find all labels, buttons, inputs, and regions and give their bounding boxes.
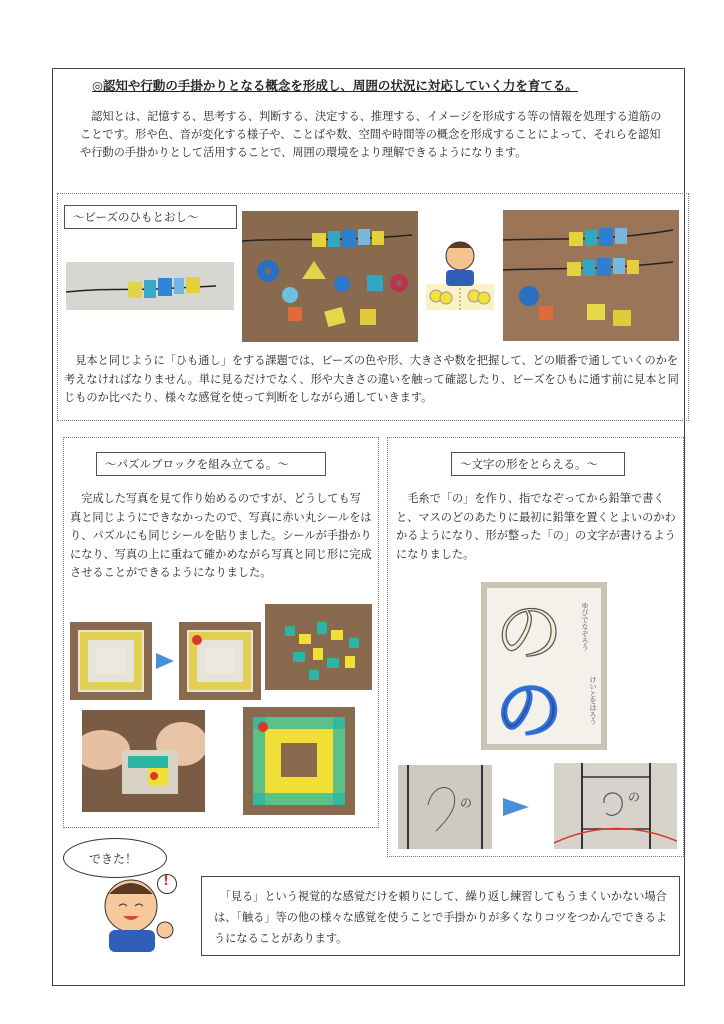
side-note-1: ゆびでなぞろう [581,602,589,651]
child-at-table-illustration [422,238,498,310]
small-printed-char: の [460,796,473,810]
speech-bubble-text: できた！ [89,852,138,866]
yarn-letter-card-photo [481,582,607,750]
hands-assembling-photo [82,710,205,812]
puzzle-photo-with-sticker [70,622,152,700]
small-printed-char-2: の [628,790,641,804]
puzzle-label: ～パズルブロックを組み立てる。～ [96,452,326,476]
hands-drawing [82,710,205,812]
beads-paragraph: 見本と同じように「ひも通し」をする課題では、ビーズの色や形、大きさや数を把握して、どの順番で通していくのかを考えなければなりません。単に見るだけでなく、形や大きさの違いを触って確認したり、ビーズをひもに通す前に見本と同じものか比べたり、様々な感覚を使って判断をしながら通していきます。 [64,354,679,404]
arrow-right-icon [156,653,174,669]
puzzle-pieces-drawing [265,604,372,690]
first-attempt-drawing [398,765,492,849]
big-outline-char: の [495,594,564,673]
yarn-char: の [495,672,564,750]
improved-attempt-photo [554,763,677,849]
beads-sample-drawing [66,262,234,310]
exclamation-mark: ! [163,874,169,889]
letter-paragraph: 毛糸で「の」を作り、指でなぞってから鉛筆で書くと、マスのどのあたりに最初に鉛筆を置くとよいのかわかるようになり、形が整った「の」の文字が書けるようになりました。 [396,492,676,561]
arrow-right-icon-2 [503,798,529,816]
puzzle-sheet-drawing [70,622,152,700]
yarn-letter-drawing [481,582,607,750]
side-note-2: けいとをはろう [589,676,597,725]
puzzle-paragraph: 完成した写真を見て作り始めるのですが、どうしても写真と同じようにできなかったので、写真に赤い丸シールをはり、パズルにも同じシールを貼りました。シールが手掛かりになり、写真の上に重ねて確かめながら写真と同じ形に完成させることができるようになりました。 [70,492,372,579]
first-attempt-photo [398,765,492,849]
puzzle-photo-sticker-applied [179,622,261,700]
completed-puzzle-photo [243,707,355,815]
puzzle-sticker-drawing [179,622,261,700]
child-drawing [422,238,498,310]
completed-puzzle-drawing [243,707,355,815]
beads-sample-photo [66,262,234,310]
beads-result-drawing [503,210,679,341]
beads-label: ～ビーズのひもとおし～ [64,205,237,229]
beads-materials-drawing [242,211,418,342]
intro-paragraph: 認知とは、記憶する、思考する、判断する、決定する、推理する、イメージを形成する等の情報を処理する道筋のことです。形や色、音が変化する様子や、ことばや数、空間や時間等の概念を形成することによって、それらを認知や行動の手掛かりとして活用することで、周囲の環境をより理解できるようになります。 [80,110,662,159]
puzzle-pieces-photo [265,604,372,690]
beads-materials-photo [242,211,418,342]
letter-label: ～文字の形をとらえる。～ [451,452,625,476]
beads-result-photo [503,210,679,341]
improved-attempt-drawing [554,763,677,849]
page-heading: ◎認知や行動の手掛かりとなる概念を形成し、周囲の状況に対応していく力を育てる。 [92,78,578,93]
note-paragraph: 「見る」という視覚的な感覚だけを頼りにして、繰り返し練習してもうまくいかない場合は、「触る」等の他の様々な感覚を使うことで手掛かりが多くなりコツをつかんでできるようになることがあります。 [214,890,668,945]
